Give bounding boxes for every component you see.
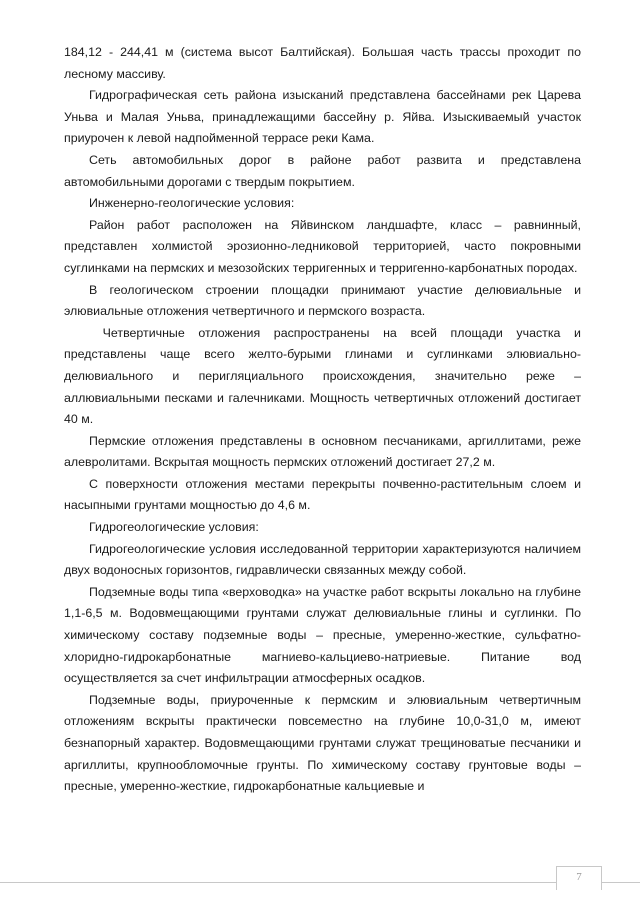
paragraph-9: С поверхности отложения местами перекрыты почвенно-растительным слоем и насыпными грунтами мощностью до 4,6 м. (64, 476, 581, 513)
section-heading-hydrogeology: Гидрогеологические условия: (89, 520, 259, 535)
paragraph-13: Подземные воды, приуроченные к пермским и элювиальным четвертичным отложениям вскрыты практически повсеместно на глубине 10,0-31,0 м, имеют безнапорный характер. Водовмещающими грунтами служат трещиноватые песчаники и аргиллиты, крупнообломочные грунты. По химическому составу грунтовые воды – пресные, умеренно-жесткие, гидрокарбонатные кальциевые и (64, 692, 581, 794)
paragraph-8: Пермские отложения представлены в основном песчаниками, аргиллитами, реже алевролитами. Вскрытая мощность пермских отложений достигает 27,2 м. (64, 433, 581, 470)
paragraph-12: Подземные воды типа «верховодка» на участке работ вскрыты локально на глубине 1,1-6,5 м. Водовмещающими грунтами служат делювиальные глины и суглинки. По химическому составу подземные воды – пресные, умеренно-жесткие, сульфатно-хлоридно-гидрокарбонатные магниево-кальциево-натриевые. Питание вод осуществляется за счет инфильтрации атмосферных осадков. (64, 584, 581, 686)
page-number-box (556, 866, 602, 890)
paragraph-7: Четвертичные отложения распространены на всей площади участка и представлены чаще всего желто-бурыми глинами и суглинками элювиально-делювиального и перигляциального происхождения, значительно реже – аллювиальными песками и галечниками. Мощность четвертичных отложений достигает 40 м. (64, 325, 585, 427)
body-text (64, 42, 585, 798)
paragraph-3: Сеть автомобильных дорог в районе работ развита и представлена автомобильными дорогами с твердым покрытием. (64, 152, 581, 189)
paragraph-5: Район работ расположен на Яйвинском ландшафте, класс – равнинный, представлен холмистой эрозионно-ледниковой территорией, часто покровными суглинками на пермских и мезозойских терригенных и терригенно-карбонатных породах. (64, 217, 581, 275)
paragraph-11: Гидрогеологические условия исследованной территории характеризуются наличием двух водоносных горизонтов, гидравлически связанных между собой. (64, 541, 581, 578)
paragraph-1: 184,12 - 244,41 м (система высот Балтийская). Большая часть трассы проходит по лесному массиву. (64, 45, 581, 81)
footer-divider (0, 882, 640, 883)
paragraph-6: В геологическом строении площадки принимают участие делювиальные и элювиальные отложения четвертичного и пермского возраста. (64, 282, 581, 319)
paragraph-2: Гидрографическая сеть района изысканий представлена бассейнами рек Царева Уньва и Малая Уньва, принадлежащими бассейну р. Яйва. Изыскиваемый участок приурочен к левой надпойменной террасе реки Кама. (64, 88, 581, 146)
section-heading-geology: Инженерно-геологические условия: (89, 196, 295, 211)
page-number: 7 (576, 871, 582, 883)
